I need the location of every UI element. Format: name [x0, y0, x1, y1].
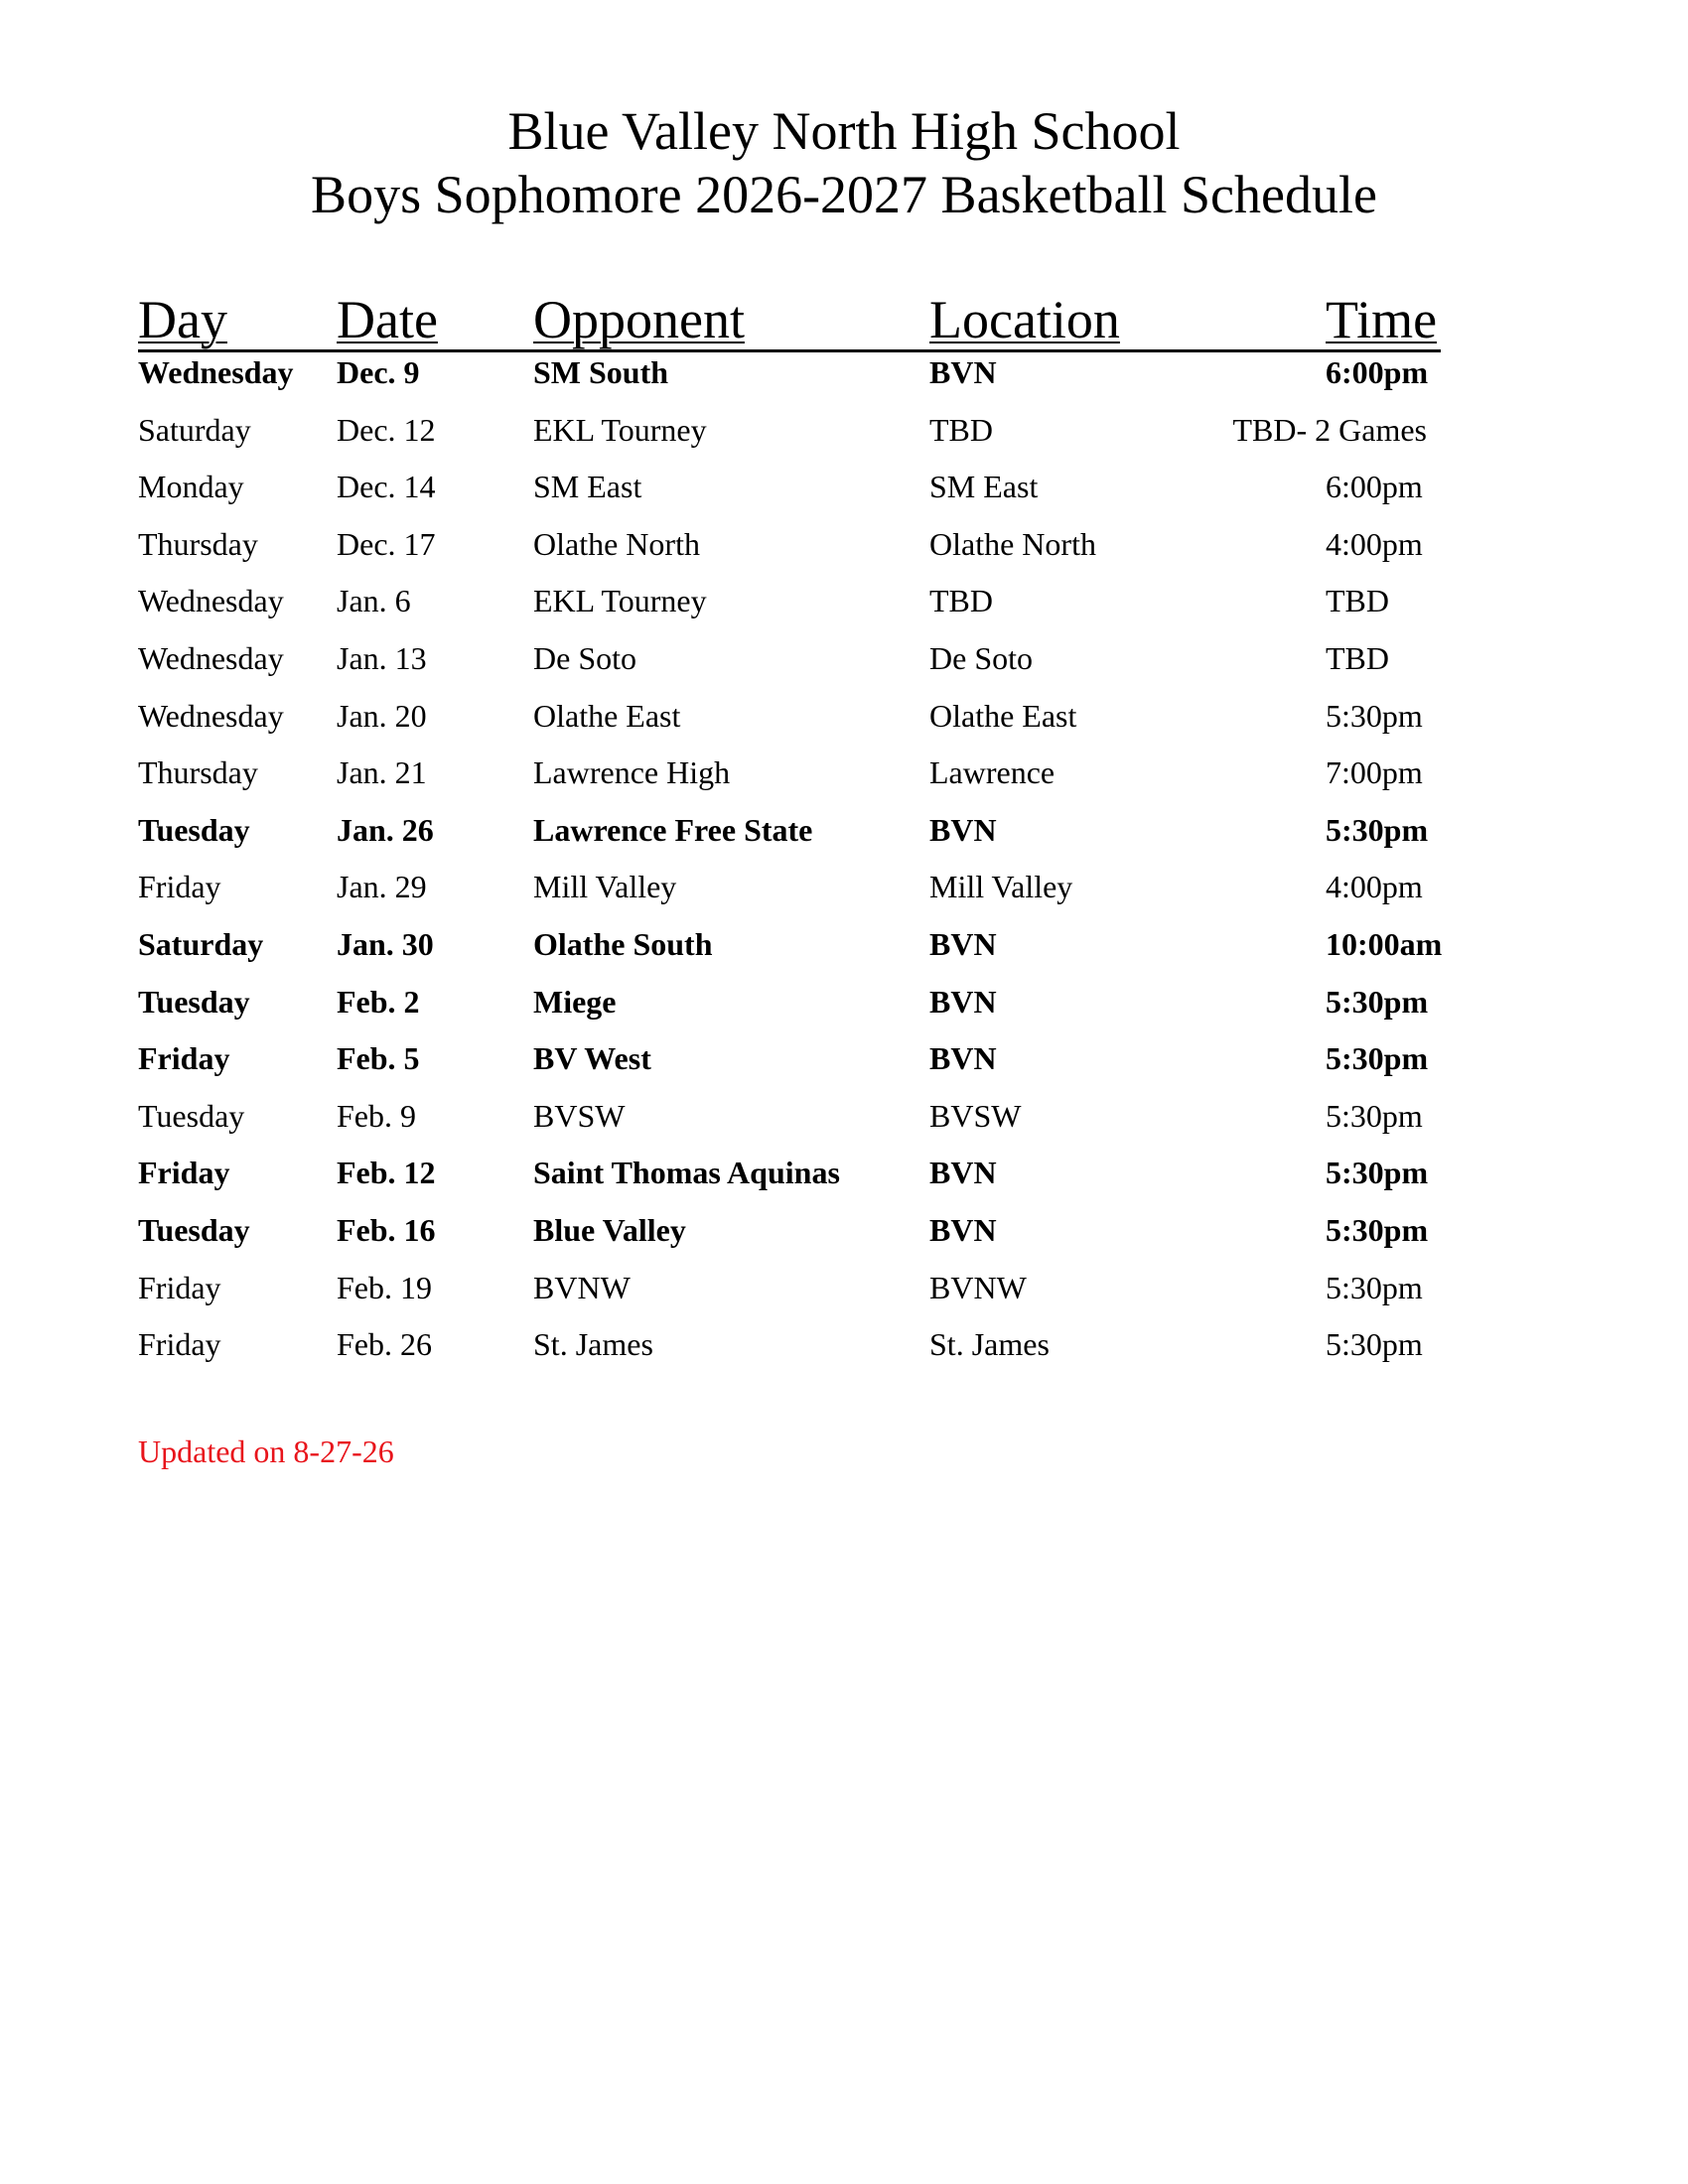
table-row	[138, 583, 1441, 640]
cell-opponent: SM South	[533, 354, 669, 390]
cell-opponent: BV West	[533, 1040, 651, 1077]
cell-opponent: BVNW	[533, 1269, 631, 1305]
schedule-header-row	[138, 290, 1441, 352]
cell-day: Friday	[138, 869, 221, 905]
cell-day: Wednesday	[138, 354, 294, 390]
table-row	[138, 1270, 1441, 1327]
cell-location: BVN	[929, 983, 997, 1020]
column-header-location: Location	[929, 290, 1120, 349]
cell-time: 6:00pm	[1326, 469, 1423, 505]
cell-time: 5:30pm	[1326, 811, 1429, 848]
cell-day: Saturday	[138, 411, 251, 448]
cell-location: BVN	[929, 1155, 997, 1191]
cell-date: Jan. 13	[337, 639, 427, 676]
cell-opponent: Olathe East	[533, 697, 681, 734]
cell-location: Olathe North	[929, 525, 1096, 562]
cell-time: TBD- 2 Games	[1232, 411, 1427, 448]
cell-location: BVN	[929, 1040, 997, 1077]
cell-time: 5:30pm	[1326, 1097, 1423, 1134]
cell-time: 7:00pm	[1326, 754, 1423, 791]
cell-date: Dec. 14	[337, 469, 436, 505]
cell-date: Feb. 26	[337, 1326, 432, 1363]
cell-date: Dec. 17	[337, 525, 436, 562]
cell-opponent: EKL Tourney	[533, 411, 707, 448]
cell-time: 5:30pm	[1326, 983, 1429, 1020]
cell-day: Friday	[138, 1040, 230, 1077]
table-row	[138, 754, 1441, 812]
cell-date: Jan. 20	[337, 697, 427, 734]
cell-location: St. James	[929, 1326, 1050, 1363]
column-header-time: Time	[1326, 290, 1438, 349]
table-row	[138, 412, 1441, 470]
school-name-title: Blue Valley North High School	[507, 101, 1181, 161]
cell-date: Dec. 12	[337, 411, 436, 448]
cell-date: Feb. 19	[337, 1269, 432, 1305]
table-row	[138, 812, 1441, 870]
table-row	[138, 698, 1441, 755]
cell-day: Tuesday	[138, 811, 250, 848]
cell-location: TBD	[929, 583, 993, 619]
cell-location: BVN	[929, 811, 997, 848]
cell-opponent: St. James	[533, 1326, 653, 1363]
cell-location: Olathe East	[929, 697, 1077, 734]
cell-location: TBD	[929, 411, 993, 448]
cell-opponent: Lawrence Free State	[533, 811, 813, 848]
cell-time: 4:00pm	[1326, 525, 1423, 562]
cell-location: De Soto	[929, 639, 1033, 676]
cell-location: BVSW	[929, 1097, 1022, 1134]
table-row	[138, 926, 1441, 984]
cell-location: Mill Valley	[929, 869, 1073, 905]
table-row	[138, 1040, 1441, 1098]
cell-date: Jan. 30	[337, 925, 434, 962]
cell-opponent: Miege	[533, 983, 617, 1020]
schedule-table	[138, 354, 1441, 1384]
table-row	[138, 1326, 1441, 1384]
cell-time: 10:00am	[1326, 925, 1443, 962]
table-row	[138, 469, 1441, 526]
cell-location: Lawrence	[929, 754, 1055, 791]
cell-location: BVNW	[929, 1269, 1027, 1305]
cell-date: Dec. 9	[337, 354, 420, 390]
cell-date: Feb. 5	[337, 1040, 420, 1077]
cell-opponent: Olathe North	[533, 525, 700, 562]
cell-time: 5:30pm	[1326, 1269, 1423, 1305]
cell-location: SM East	[929, 469, 1039, 505]
cell-date: Feb. 12	[337, 1155, 436, 1191]
cell-opponent: SM East	[533, 469, 642, 505]
cell-day: Wednesday	[138, 697, 284, 734]
cell-opponent: BVSW	[533, 1097, 626, 1134]
cell-opponent: Saint Thomas Aquinas	[533, 1155, 840, 1191]
schedule-subtitle: Boys Sophomore 2026-2027 Basketball Schedule	[311, 165, 1377, 224]
cell-date: Jan. 26	[337, 811, 434, 848]
table-row	[138, 1098, 1441, 1156]
cell-time: TBD	[1326, 583, 1389, 619]
cell-time: 5:30pm	[1326, 697, 1423, 734]
cell-date: Jan. 6	[337, 583, 411, 619]
cell-day: Monday	[138, 469, 244, 505]
cell-opponent: De Soto	[533, 639, 636, 676]
cell-time: 4:00pm	[1326, 869, 1423, 905]
cell-time: 6:00pm	[1326, 354, 1429, 390]
updated-note: Updated on 8-27-26	[138, 1433, 394, 1469]
table-row	[138, 869, 1441, 926]
cell-opponent: EKL Tourney	[533, 583, 707, 619]
cell-date: Feb. 16	[337, 1211, 436, 1248]
table-row	[138, 640, 1441, 698]
cell-opponent: Blue Valley	[533, 1211, 686, 1248]
cell-day: Wednesday	[138, 583, 284, 619]
table-row	[138, 354, 1441, 412]
document-title-block	[0, 99, 1688, 226]
cell-time: 5:30pm	[1326, 1155, 1429, 1191]
cell-time: 5:30pm	[1326, 1211, 1429, 1248]
cell-opponent: Mill Valley	[533, 869, 677, 905]
cell-opponent: Olathe South	[533, 925, 713, 962]
cell-day: Friday	[138, 1326, 221, 1363]
column-header-date: Date	[337, 290, 438, 349]
table-row	[138, 1155, 1441, 1212]
column-header-day: Day	[138, 290, 227, 349]
cell-opponent: Lawrence High	[533, 754, 731, 791]
cell-location: BVN	[929, 1211, 997, 1248]
cell-time: 5:30pm	[1326, 1040, 1429, 1077]
column-header-opponent: Opponent	[533, 290, 745, 349]
cell-day: Friday	[138, 1155, 230, 1191]
cell-day: Saturday	[138, 925, 264, 962]
cell-location: BVN	[929, 925, 997, 962]
cell-day: Tuesday	[138, 983, 250, 1020]
cell-date: Feb. 9	[337, 1097, 416, 1134]
cell-location: BVN	[929, 354, 997, 390]
cell-date: Jan. 29	[337, 869, 427, 905]
table-row	[138, 984, 1441, 1041]
cell-time: TBD	[1326, 639, 1389, 676]
cell-date: Jan. 21	[337, 754, 427, 791]
table-row	[138, 1212, 1441, 1270]
cell-time: 5:30pm	[1326, 1326, 1423, 1363]
cell-day: Wednesday	[138, 639, 284, 676]
cell-day: Friday	[138, 1269, 221, 1305]
cell-day: Thursday	[138, 525, 258, 562]
cell-day: Thursday	[138, 754, 258, 791]
cell-day: Tuesday	[138, 1097, 245, 1134]
table-row	[138, 526, 1441, 584]
cell-day: Tuesday	[138, 1211, 250, 1248]
cell-date: Feb. 2	[337, 983, 420, 1020]
